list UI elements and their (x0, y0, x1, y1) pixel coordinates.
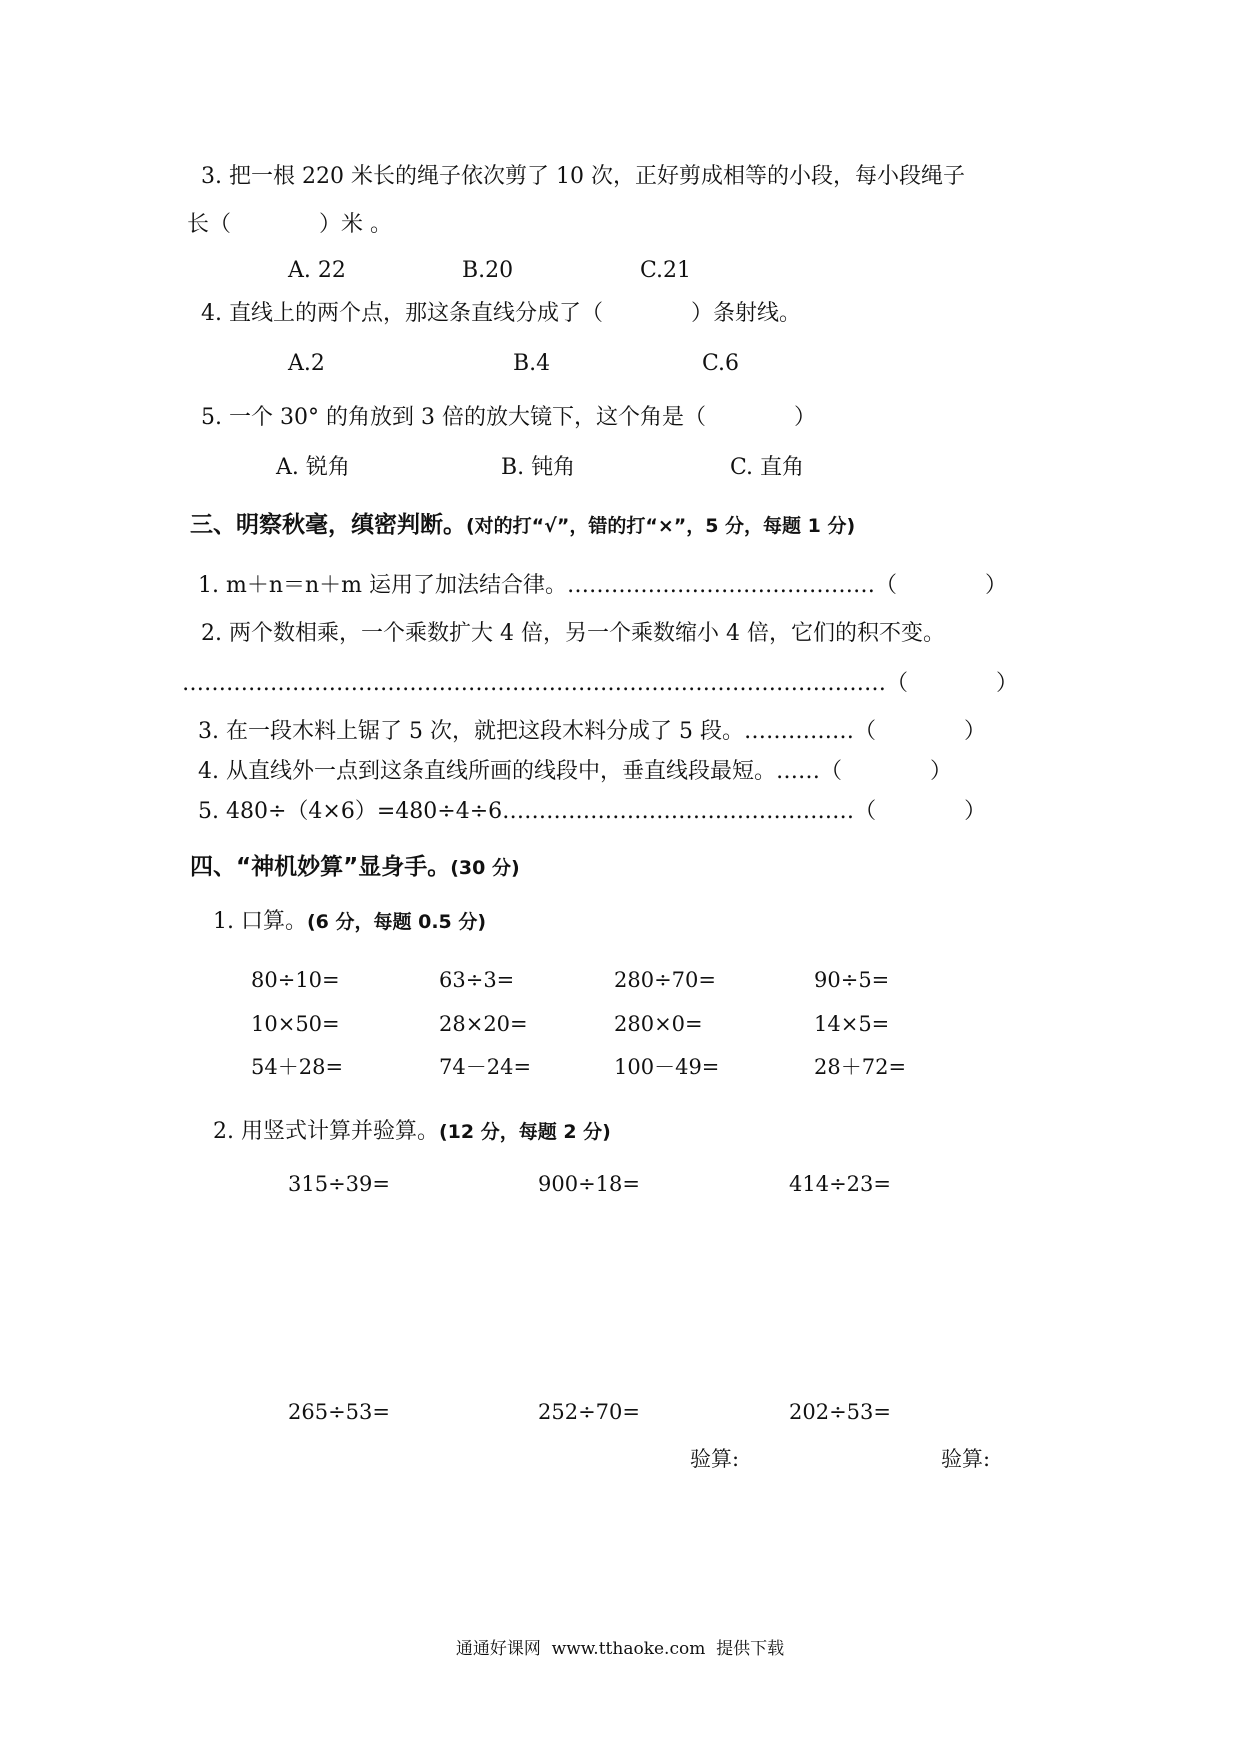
question-5-text: 5. 一个 30° 的角放到 3 倍的放大镜下，这个角是（ ） (201, 405, 816, 430)
vertical-calc-2: 900÷18= (538, 1172, 640, 1196)
oral-calc-2-2: 28×20= (439, 1012, 528, 1036)
oral-calc-2-4: 14×5= (814, 1012, 890, 1036)
vertical-calc-4: 265÷53= (288, 1400, 390, 1424)
judge-item-3: 3. 在一段木料上锯了 5 次，就把这段木料分成了 5 段。……………（ ） (198, 719, 986, 744)
section-4-note: (30 分) (450, 857, 520, 879)
part-1-heading (213, 908, 486, 936)
oral-calc-3-4: 28＋72= (814, 1055, 907, 1079)
oral-calc-3-2: 74－24= (439, 1055, 532, 1079)
part-1-note: (6 分，每题 0.5 分) (306, 911, 487, 933)
vertical-calc-1: 315÷39= (288, 1172, 390, 1196)
question-3-option-b: B.20 (462, 258, 514, 283)
judge-item-2: 2. 两个数相乘，一个乘数扩大 4 倍，另一个乘数缩小 4 倍，它们的积不变。 (201, 621, 945, 646)
question-4-option-c: C.6 (702, 351, 740, 376)
part-1-label: 1. 口算。 (213, 909, 307, 934)
vertical-calc-3: 414÷23= (789, 1172, 891, 1196)
question-4-option-a: A.2 (288, 351, 325, 376)
question-3-option-c: C.21 (640, 258, 692, 283)
vertical-calc-5: 252÷70= (538, 1400, 640, 1424)
section-3-note: (对的打“√”，错的打“×”，5 分，每题 1 分) (466, 515, 856, 537)
judge-item-2-answer-line: ……………………………………………………………………………………（ ） (182, 671, 1019, 696)
check-label-1: 验算: (690, 1447, 740, 1471)
oral-calc-3-3: 100－49= (614, 1055, 720, 1079)
part-2-note: (12 分，每题 2 分) (438, 1121, 611, 1143)
question-3-option-a: A. 22 (288, 258, 346, 283)
section-3-heading (190, 510, 855, 541)
question-4-option-b: B.4 (513, 351, 551, 376)
part-2-heading (213, 1118, 611, 1146)
oral-calc-1-3: 280÷70= (614, 968, 716, 992)
question-5-option-b: B. 钝角 (501, 455, 576, 480)
vertical-calc-6: 202÷53= (789, 1400, 891, 1424)
question-3-line-2: 长（ ）米 。 (187, 212, 392, 237)
footer-credit: 通通好课网 www.tthaoke.com 提供下载 (455, 1639, 785, 1659)
section-3-title: 三、明察秋毫，缜密判断。 (190, 512, 466, 538)
judge-item-4: 4. 从直线外一点到这条直线所画的线段中，垂直线段最短。……（ ） (198, 759, 952, 784)
question-5-option-a: A. 锐角 (276, 455, 350, 480)
oral-calc-3-1: 54＋28= (251, 1055, 344, 1079)
judge-item-1: 1. m＋n＝n＋m 运用了加法结合律。……………………………………（ ） (198, 573, 1008, 598)
oral-calc-1-4: 90÷5= (814, 968, 890, 992)
section-4-heading (190, 852, 520, 883)
part-2-label: 2. 用竖式计算并验算。 (213, 1119, 439, 1144)
oral-calc-1-2: 63÷3= (439, 968, 515, 992)
check-label-2: 验算: (941, 1447, 991, 1471)
question-5-option-c: C. 直角 (730, 455, 805, 480)
question-4-text: 4. 直线上的两个点，那这条直线分成了（ ）条射线。 (201, 301, 801, 326)
question-3-line-1: 3. 把一根 220 米长的绳子依次剪了 10 次，正好剪成相等的小段，每小段绳子 (201, 164, 965, 189)
judge-item-5: 5. 480÷（4×6）=480÷4÷6…………………………………………（ ） (198, 799, 987, 824)
oral-calc-2-3: 280×0= (614, 1012, 703, 1036)
oral-calc-2-1: 10×50= (251, 1012, 340, 1036)
section-4-title: 四、“神机妙算”显身手。 (190, 854, 451, 880)
oral-calc-1-1: 80÷10= (251, 968, 340, 992)
